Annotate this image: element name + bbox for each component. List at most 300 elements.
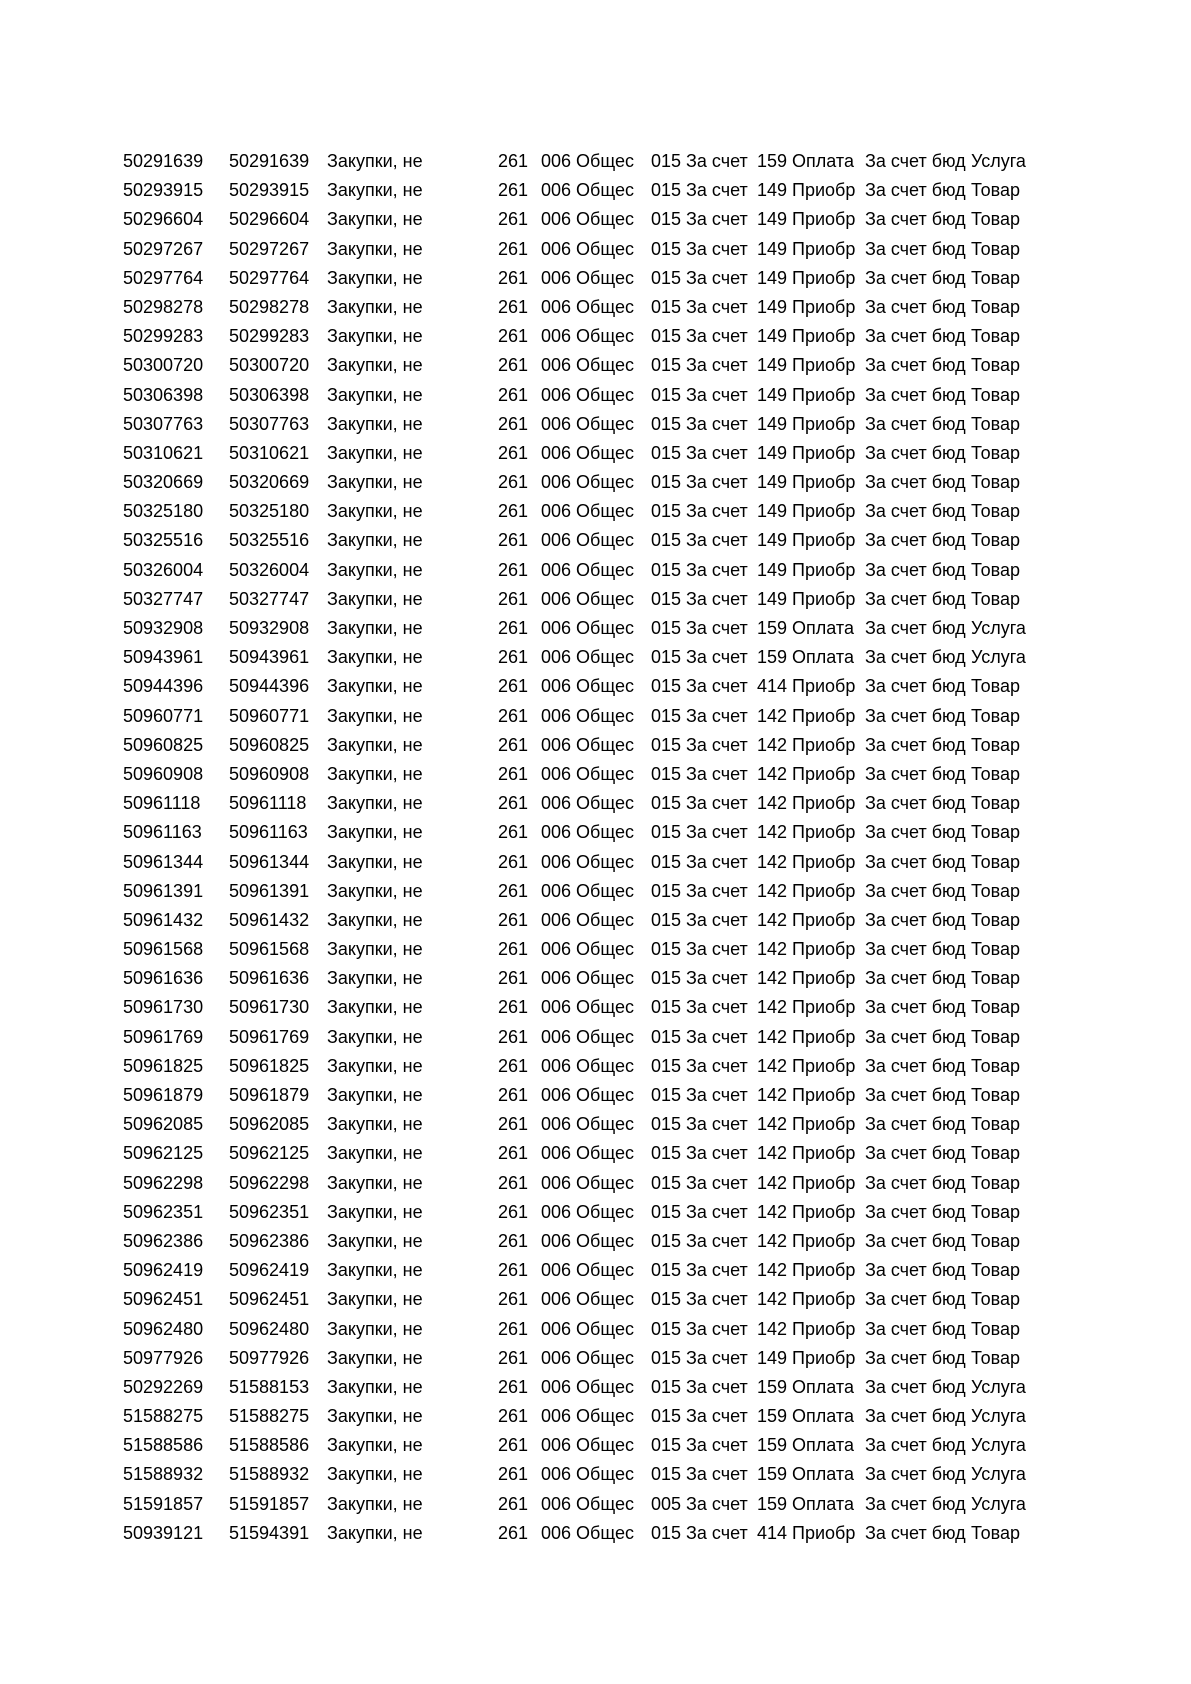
code-cell: 261 (498, 618, 529, 638)
category-cell: 006 Общес (541, 1085, 634, 1105)
budget-source-cell: За счет бюд (865, 209, 966, 230)
item-kind-cell: Товар (971, 501, 1020, 522)
item-kind-cell: Услуга (971, 1464, 1026, 1485)
funding-source-cell: 015 За счет (651, 909, 748, 930)
expense-type-cell: 149 Приобр (757, 209, 856, 230)
expense-type-cell: 159 Оплата (757, 647, 854, 668)
budget-source-cell: За счет бюд (865, 997, 966, 1018)
table-row (123, 702, 1043, 731)
funding-source-cell: 015 За счет (651, 442, 748, 463)
purchase-type-cell: Закупки, не (327, 1289, 423, 1310)
budget-source-cell: За счет бюд (865, 705, 966, 726)
expense-type-cell: 159 Оплата (757, 1493, 854, 1514)
purchase-type-cell: Закупки, не (327, 267, 423, 288)
budget-source-cell: За счет бюд (865, 1493, 966, 1514)
budget-source-cell: За счет бюд (865, 267, 966, 288)
purchase-type-cell: Закупки, не (327, 618, 423, 638)
category-cell: 006 Общес (541, 326, 634, 347)
table-row (123, 351, 1043, 380)
table-row (123, 1519, 1043, 1548)
category-cell: 006 Общес (541, 559, 634, 580)
record-id-cell: 50962125 (229, 1143, 310, 1164)
purchase-id-cell: 50960771 (123, 705, 204, 726)
record-id-cell: 50960771 (229, 705, 310, 726)
expense-type-cell: 142 Приобр (757, 1260, 856, 1281)
funding-source-cell: 015 За счет (651, 1347, 748, 1368)
table-row (123, 1052, 1043, 1081)
purchase-id-cell: 50977926 (123, 1347, 204, 1368)
expense-type-cell: 149 Приобр (757, 267, 856, 288)
item-kind-cell: Товар (971, 1230, 1020, 1251)
category-cell: 006 Общес (541, 296, 634, 317)
record-id-cell: 50326004 (229, 559, 310, 580)
budget-source-cell: За счет бюд (865, 1055, 966, 1076)
item-kind-cell: Товар (971, 851, 1020, 872)
budget-source-cell: За счет бюд (865, 384, 966, 405)
expense-type-cell: 142 Приобр (757, 1114, 856, 1135)
expense-type-cell: 142 Приобр (757, 997, 856, 1018)
code-cell: 261 (498, 1172, 529, 1193)
code-cell: 261 (498, 1230, 529, 1251)
item-kind-cell: Товар (971, 1114, 1020, 1135)
funding-source-cell: 015 За счет (651, 472, 748, 493)
funding-source-cell: 015 За счет (651, 355, 748, 376)
code-cell: 261 (498, 734, 529, 755)
purchase-type-cell: Закупки, не (327, 588, 423, 609)
code-cell: 261 (498, 296, 529, 317)
table-row (123, 497, 1043, 526)
budget-source-cell: За счет бюд (865, 238, 966, 259)
budget-source-cell: За счет бюд (865, 530, 966, 551)
category-cell: 006 Общес (541, 1464, 634, 1485)
item-kind-cell: Услуга (971, 1376, 1026, 1397)
budget-source-cell: За счет бюд (865, 1406, 966, 1427)
expense-type-cell: 149 Приобр (757, 413, 856, 434)
funding-source-cell: 015 За счет (651, 588, 748, 609)
category-cell: 006 Общес (541, 1260, 634, 1281)
budget-source-cell: За счет бюд (865, 355, 966, 376)
table-row (123, 381, 1043, 410)
category-cell: 006 Общес (541, 355, 634, 376)
funding-source-cell: 015 За счет (651, 1055, 748, 1076)
purchase-type-cell: Закупки, не (327, 1318, 423, 1339)
code-cell: 261 (498, 1522, 529, 1543)
budget-source-cell: За счет бюд (865, 822, 966, 843)
purchase-type-cell: Закупки, не (327, 472, 423, 493)
budget-source-cell: За счет бюд (865, 1289, 966, 1310)
funding-source-cell: 015 За счет (651, 851, 748, 872)
item-kind-cell: Товар (971, 1085, 1020, 1105)
table-row (123, 293, 1043, 322)
funding-source-cell: 015 За счет (651, 647, 748, 668)
purchase-id-cell: 51588275 (123, 1406, 204, 1427)
budget-source-cell: За счет бюд (865, 1347, 966, 1368)
code-cell: 261 (498, 997, 529, 1018)
code-cell: 261 (498, 705, 529, 726)
table-row (123, 993, 1043, 1022)
expense-type-cell: 149 Приобр (757, 355, 856, 376)
budget-source-cell: За счет бюд (865, 413, 966, 434)
item-kind-cell: Товар (971, 1260, 1020, 1281)
expense-type-cell: 159 Оплата (757, 618, 854, 638)
funding-source-cell: 015 За счет (651, 1289, 748, 1310)
purchase-type-cell: Закупки, не (327, 355, 423, 376)
purchase-type-cell: Закупки, не (327, 1522, 423, 1543)
budget-source-cell: За счет бюд (865, 734, 966, 755)
purchase-id-cell: 50961879 (123, 1085, 204, 1105)
purchase-type-cell: Закупки, не (327, 734, 423, 755)
category-cell: 006 Общес (541, 384, 634, 405)
record-id-cell: 50325180 (229, 501, 310, 522)
budget-source-cell: За счет бюд (865, 1026, 966, 1047)
funding-source-cell: 015 За счет (651, 1260, 748, 1281)
item-kind-cell: Услуга (971, 1435, 1026, 1456)
record-id-cell: 50306398 (229, 384, 310, 405)
purchase-id-cell: 50325180 (123, 501, 204, 522)
record-id-cell: 50325516 (229, 530, 310, 551)
purchase-type-cell: Закупки, не (327, 1201, 423, 1222)
code-cell: 261 (498, 763, 529, 784)
code-cell: 261 (498, 180, 529, 201)
table-row (123, 1460, 1043, 1489)
expense-type-cell: 142 Приобр (757, 880, 856, 901)
record-id-cell: 51588932 (229, 1464, 310, 1485)
code-cell: 261 (498, 1406, 529, 1427)
code-cell: 261 (498, 822, 529, 843)
record-id-cell: 50327747 (229, 588, 310, 609)
expense-type-cell: 149 Приобр (757, 238, 856, 259)
purchase-id-cell: 50962386 (123, 1230, 204, 1251)
category-cell: 006 Общес (541, 442, 634, 463)
budget-source-cell: За счет бюд (865, 939, 966, 960)
funding-source-cell: 015 За счет (651, 1143, 748, 1164)
expense-type-cell: 142 Приобр (757, 968, 856, 989)
funding-source-cell: 015 За счет (651, 1464, 748, 1485)
item-kind-cell: Товар (971, 763, 1020, 784)
category-cell: 006 Общес (541, 1201, 634, 1222)
expense-type-cell: 142 Приобр (757, 1143, 856, 1164)
funding-source-cell: 015 За счет (651, 238, 748, 259)
record-id-cell: 50961730 (229, 997, 310, 1018)
funding-source-cell: 015 За счет (651, 763, 748, 784)
purchase-type-cell: Закупки, не (327, 1260, 423, 1281)
code-cell: 261 (498, 909, 529, 930)
purchase-type-cell: Закупки, не (327, 822, 423, 843)
category-cell: 006 Общес (541, 472, 634, 493)
budget-source-cell: За счет бюд (865, 763, 966, 784)
category-cell: 006 Общес (541, 968, 634, 989)
category-cell: 006 Общес (541, 1114, 634, 1135)
purchase-id-cell: 50961636 (123, 968, 204, 989)
record-id-cell: 50962085 (229, 1114, 310, 1135)
expense-type-cell: 159 Оплата (757, 1406, 854, 1427)
category-cell: 006 Общес (541, 1172, 634, 1193)
item-kind-cell: Товар (971, 734, 1020, 755)
purchase-type-cell: Закупки, не (327, 530, 423, 551)
budget-source-cell: За счет бюд (865, 151, 966, 171)
purchase-id-cell: 50327747 (123, 588, 204, 609)
category-cell: 006 Общес (541, 705, 634, 726)
purchase-type-cell: Закупки, не (327, 151, 423, 171)
item-kind-cell: Услуга (971, 618, 1026, 638)
purchase-id-cell: 50932908 (123, 618, 204, 638)
record-id-cell: 50320669 (229, 472, 310, 493)
expense-type-cell: 159 Оплата (757, 1376, 854, 1397)
budget-source-cell: За счет бюд (865, 1376, 966, 1397)
budget-source-cell: За счет бюд (865, 909, 966, 930)
budget-source-cell: За счет бюд (865, 1260, 966, 1281)
code-cell: 261 (498, 1143, 529, 1164)
funding-source-cell: 015 За счет (651, 413, 748, 434)
record-id-cell: 50962480 (229, 1318, 310, 1339)
category-cell: 006 Общес (541, 1376, 634, 1397)
purchase-id-cell: 50962351 (123, 1201, 204, 1222)
code-cell: 261 (498, 793, 529, 814)
purchase-id-cell: 50961163 (123, 822, 202, 843)
budget-source-cell: За счет бюд (865, 1172, 966, 1193)
purchase-type-cell: Закупки, не (327, 1230, 423, 1251)
category-cell: 006 Общес (541, 909, 634, 930)
purchase-id-cell: 50291639 (123, 151, 204, 171)
record-id-cell: 50962298 (229, 1172, 310, 1193)
purchase-type-cell: Закупки, не (327, 793, 423, 814)
item-kind-cell: Товар (971, 384, 1020, 405)
record-id-cell: 50977926 (229, 1347, 310, 1368)
funding-source-cell: 015 За счет (651, 384, 748, 405)
budget-source-cell: За счет бюд (865, 851, 966, 872)
table-row (123, 818, 1043, 847)
table-row (123, 614, 1043, 643)
budget-source-cell: За счет бюд (865, 472, 966, 493)
category-cell: 006 Общес (541, 647, 634, 668)
purchase-type-cell: Закупки, не (327, 413, 423, 434)
funding-source-cell: 015 За счет (651, 1376, 748, 1397)
table-row (123, 1373, 1043, 1402)
record-id-cell: 50961118 (229, 793, 307, 814)
table-row (123, 468, 1043, 497)
purchase-type-cell: Закупки, не (327, 939, 423, 960)
category-cell: 006 Общес (541, 1055, 634, 1076)
item-kind-cell: Товар (971, 209, 1020, 230)
purchase-type-cell: Закупки, не (327, 647, 423, 668)
record-id-cell: 50297764 (229, 267, 310, 288)
expense-type-cell: 142 Приобр (757, 1055, 856, 1076)
purchase-id-cell: 50961344 (123, 851, 204, 872)
table-row (123, 1402, 1043, 1431)
funding-source-cell: 015 За счет (651, 1406, 748, 1427)
code-cell: 261 (498, 1289, 529, 1310)
purchase-type-cell: Закупки, не (327, 442, 423, 463)
category-cell: 006 Общес (541, 267, 634, 288)
item-kind-cell: Товар (971, 676, 1020, 697)
category-cell: 006 Общес (541, 1493, 634, 1514)
purchase-id-cell: 50961391 (123, 880, 204, 901)
category-cell: 006 Общес (541, 238, 634, 259)
purchase-id-cell: 50325516 (123, 530, 204, 551)
expense-type-cell: 149 Приобр (757, 501, 856, 522)
record-id-cell: 50961769 (229, 1026, 310, 1047)
budget-source-cell: За счет бюд (865, 793, 966, 814)
category-cell: 006 Общес (541, 1230, 634, 1251)
item-kind-cell: Товар (971, 1172, 1020, 1193)
table-row (123, 439, 1043, 468)
table-row (123, 322, 1043, 351)
budget-source-cell: За счет бюд (865, 326, 966, 347)
category-cell: 006 Общес (541, 851, 634, 872)
spreadsheet-page (123, 147, 1043, 1548)
category-cell: 006 Общес (541, 1143, 634, 1164)
budget-source-cell: За счет бюд (865, 1435, 966, 1456)
code-cell: 261 (498, 326, 529, 347)
item-kind-cell: Товар (971, 1289, 1020, 1310)
funding-source-cell: 015 За счет (651, 1435, 748, 1456)
funding-source-cell: 015 За счет (651, 676, 748, 697)
table-row (123, 672, 1043, 701)
category-cell: 006 Общес (541, 209, 634, 230)
purchase-id-cell: 50297764 (123, 267, 204, 288)
funding-source-cell: 015 За счет (651, 705, 748, 726)
code-cell: 261 (498, 1260, 529, 1281)
funding-source-cell: 015 За счет (651, 1201, 748, 1222)
table-row (123, 760, 1043, 789)
purchase-type-cell: Закупки, не (327, 997, 423, 1018)
funding-source-cell: 015 За счет (651, 880, 748, 901)
purchase-id-cell: 50944396 (123, 676, 204, 697)
record-id-cell: 50961391 (229, 880, 310, 901)
item-kind-cell: Товар (971, 968, 1020, 989)
purchase-type-cell: Закупки, не (327, 1435, 423, 1456)
funding-source-cell: 015 За счет (651, 267, 748, 288)
table-row (123, 935, 1043, 964)
funding-source-cell: 015 За счет (651, 530, 748, 551)
budget-source-cell: За счет бюд (865, 1201, 966, 1222)
purchase-type-cell: Закупки, не (327, 326, 423, 347)
purchase-type-cell: Закупки, не (327, 559, 423, 580)
funding-source-cell: 015 За счет (651, 968, 748, 989)
funding-source-cell: 015 За счет (651, 1172, 748, 1193)
item-kind-cell: Товар (971, 180, 1020, 201)
code-cell: 261 (498, 851, 529, 872)
code-cell: 261 (498, 384, 529, 405)
budget-source-cell: За счет бюд (865, 1114, 966, 1135)
category-cell: 006 Общес (541, 530, 634, 551)
expense-type-cell: 142 Приобр (757, 1201, 856, 1222)
expense-type-cell: 149 Приобр (757, 1347, 856, 1368)
funding-source-cell: 015 За счет (651, 209, 748, 230)
table-row (123, 1256, 1043, 1285)
expense-type-cell: 149 Приобр (757, 326, 856, 347)
category-cell: 006 Общес (541, 763, 634, 784)
code-cell: 261 (498, 1318, 529, 1339)
purchase-type-cell: Закупки, не (327, 851, 423, 872)
category-cell: 006 Общес (541, 1289, 634, 1310)
code-cell: 261 (498, 559, 529, 580)
record-id-cell: 51594391 (229, 1522, 310, 1543)
purchase-id-cell: 50960825 (123, 734, 204, 755)
table-row (123, 526, 1043, 555)
expense-type-cell: 159 Оплата (757, 151, 854, 171)
record-id-cell: 50960825 (229, 734, 310, 755)
item-kind-cell: Товар (971, 997, 1020, 1018)
record-id-cell: 50961432 (229, 909, 310, 930)
item-kind-cell: Товар (971, 1347, 1020, 1368)
table-row (123, 410, 1043, 439)
item-kind-cell: Товар (971, 326, 1020, 347)
purchase-id-cell: 50962451 (123, 1289, 204, 1310)
item-kind-cell: Товар (971, 909, 1020, 930)
code-cell: 261 (498, 267, 529, 288)
purchase-type-cell: Закупки, не (327, 238, 423, 259)
funding-source-cell: 015 За счет (651, 1026, 748, 1047)
code-cell: 261 (498, 151, 529, 171)
item-kind-cell: Товар (971, 355, 1020, 376)
expense-type-cell: 142 Приобр (757, 705, 856, 726)
funding-source-cell: 015 За счет (651, 1085, 748, 1105)
purchase-type-cell: Закупки, не (327, 501, 423, 522)
table-row (123, 1139, 1043, 1168)
budget-source-cell: За счет бюд (865, 618, 966, 638)
purchase-id-cell: 50306398 (123, 384, 204, 405)
record-id-cell: 50961344 (229, 851, 310, 872)
purchase-id-cell: 50326004 (123, 559, 204, 580)
category-cell: 006 Общес (541, 880, 634, 901)
table-row (123, 731, 1043, 760)
code-cell: 261 (498, 209, 529, 230)
funding-source-cell: 015 За счет (651, 1522, 748, 1543)
item-kind-cell: Товар (971, 822, 1020, 843)
category-cell: 006 Общес (541, 413, 634, 434)
record-id-cell: 50298278 (229, 296, 310, 317)
code-cell: 261 (498, 1347, 529, 1368)
record-id-cell: 50299283 (229, 326, 310, 347)
purchase-id-cell: 50961568 (123, 939, 204, 960)
table-row (123, 176, 1043, 205)
record-id-cell: 51588275 (229, 1406, 310, 1427)
code-cell: 261 (498, 442, 529, 463)
purchase-type-cell: Закупки, не (327, 1143, 423, 1164)
purchase-id-cell: 50298278 (123, 296, 204, 317)
purchase-id-cell: 50310621 (123, 442, 204, 463)
record-id-cell: 50296604 (229, 209, 310, 230)
budget-source-cell: За счет бюд (865, 968, 966, 989)
item-kind-cell: Товар (971, 793, 1020, 814)
code-cell: 261 (498, 1055, 529, 1076)
code-cell: 261 (498, 472, 529, 493)
item-kind-cell: Товар (971, 238, 1020, 259)
table-row (123, 235, 1043, 264)
item-kind-cell: Услуга (971, 1406, 1026, 1427)
expense-type-cell: 414 Приобр (757, 676, 856, 697)
code-cell: 261 (498, 1085, 529, 1105)
budget-source-cell: За счет бюд (865, 1143, 966, 1164)
item-kind-cell: Товар (971, 442, 1020, 463)
budget-source-cell: За счет бюд (865, 880, 966, 901)
table-row (123, 906, 1043, 935)
expense-type-cell: 149 Приобр (757, 180, 856, 201)
table-row (123, 1431, 1043, 1460)
code-cell: 261 (498, 1435, 529, 1456)
category-cell: 006 Общес (541, 822, 634, 843)
funding-source-cell: 015 За счет (651, 501, 748, 522)
table-row (123, 643, 1043, 672)
record-id-cell: 50293915 (229, 180, 310, 201)
table-row (123, 1169, 1043, 1198)
code-cell: 261 (498, 939, 529, 960)
record-id-cell: 50944396 (229, 676, 310, 697)
expense-type-cell: 142 Приобр (757, 1172, 856, 1193)
purchase-id-cell: 50296604 (123, 209, 204, 230)
table-row (123, 1023, 1043, 1052)
